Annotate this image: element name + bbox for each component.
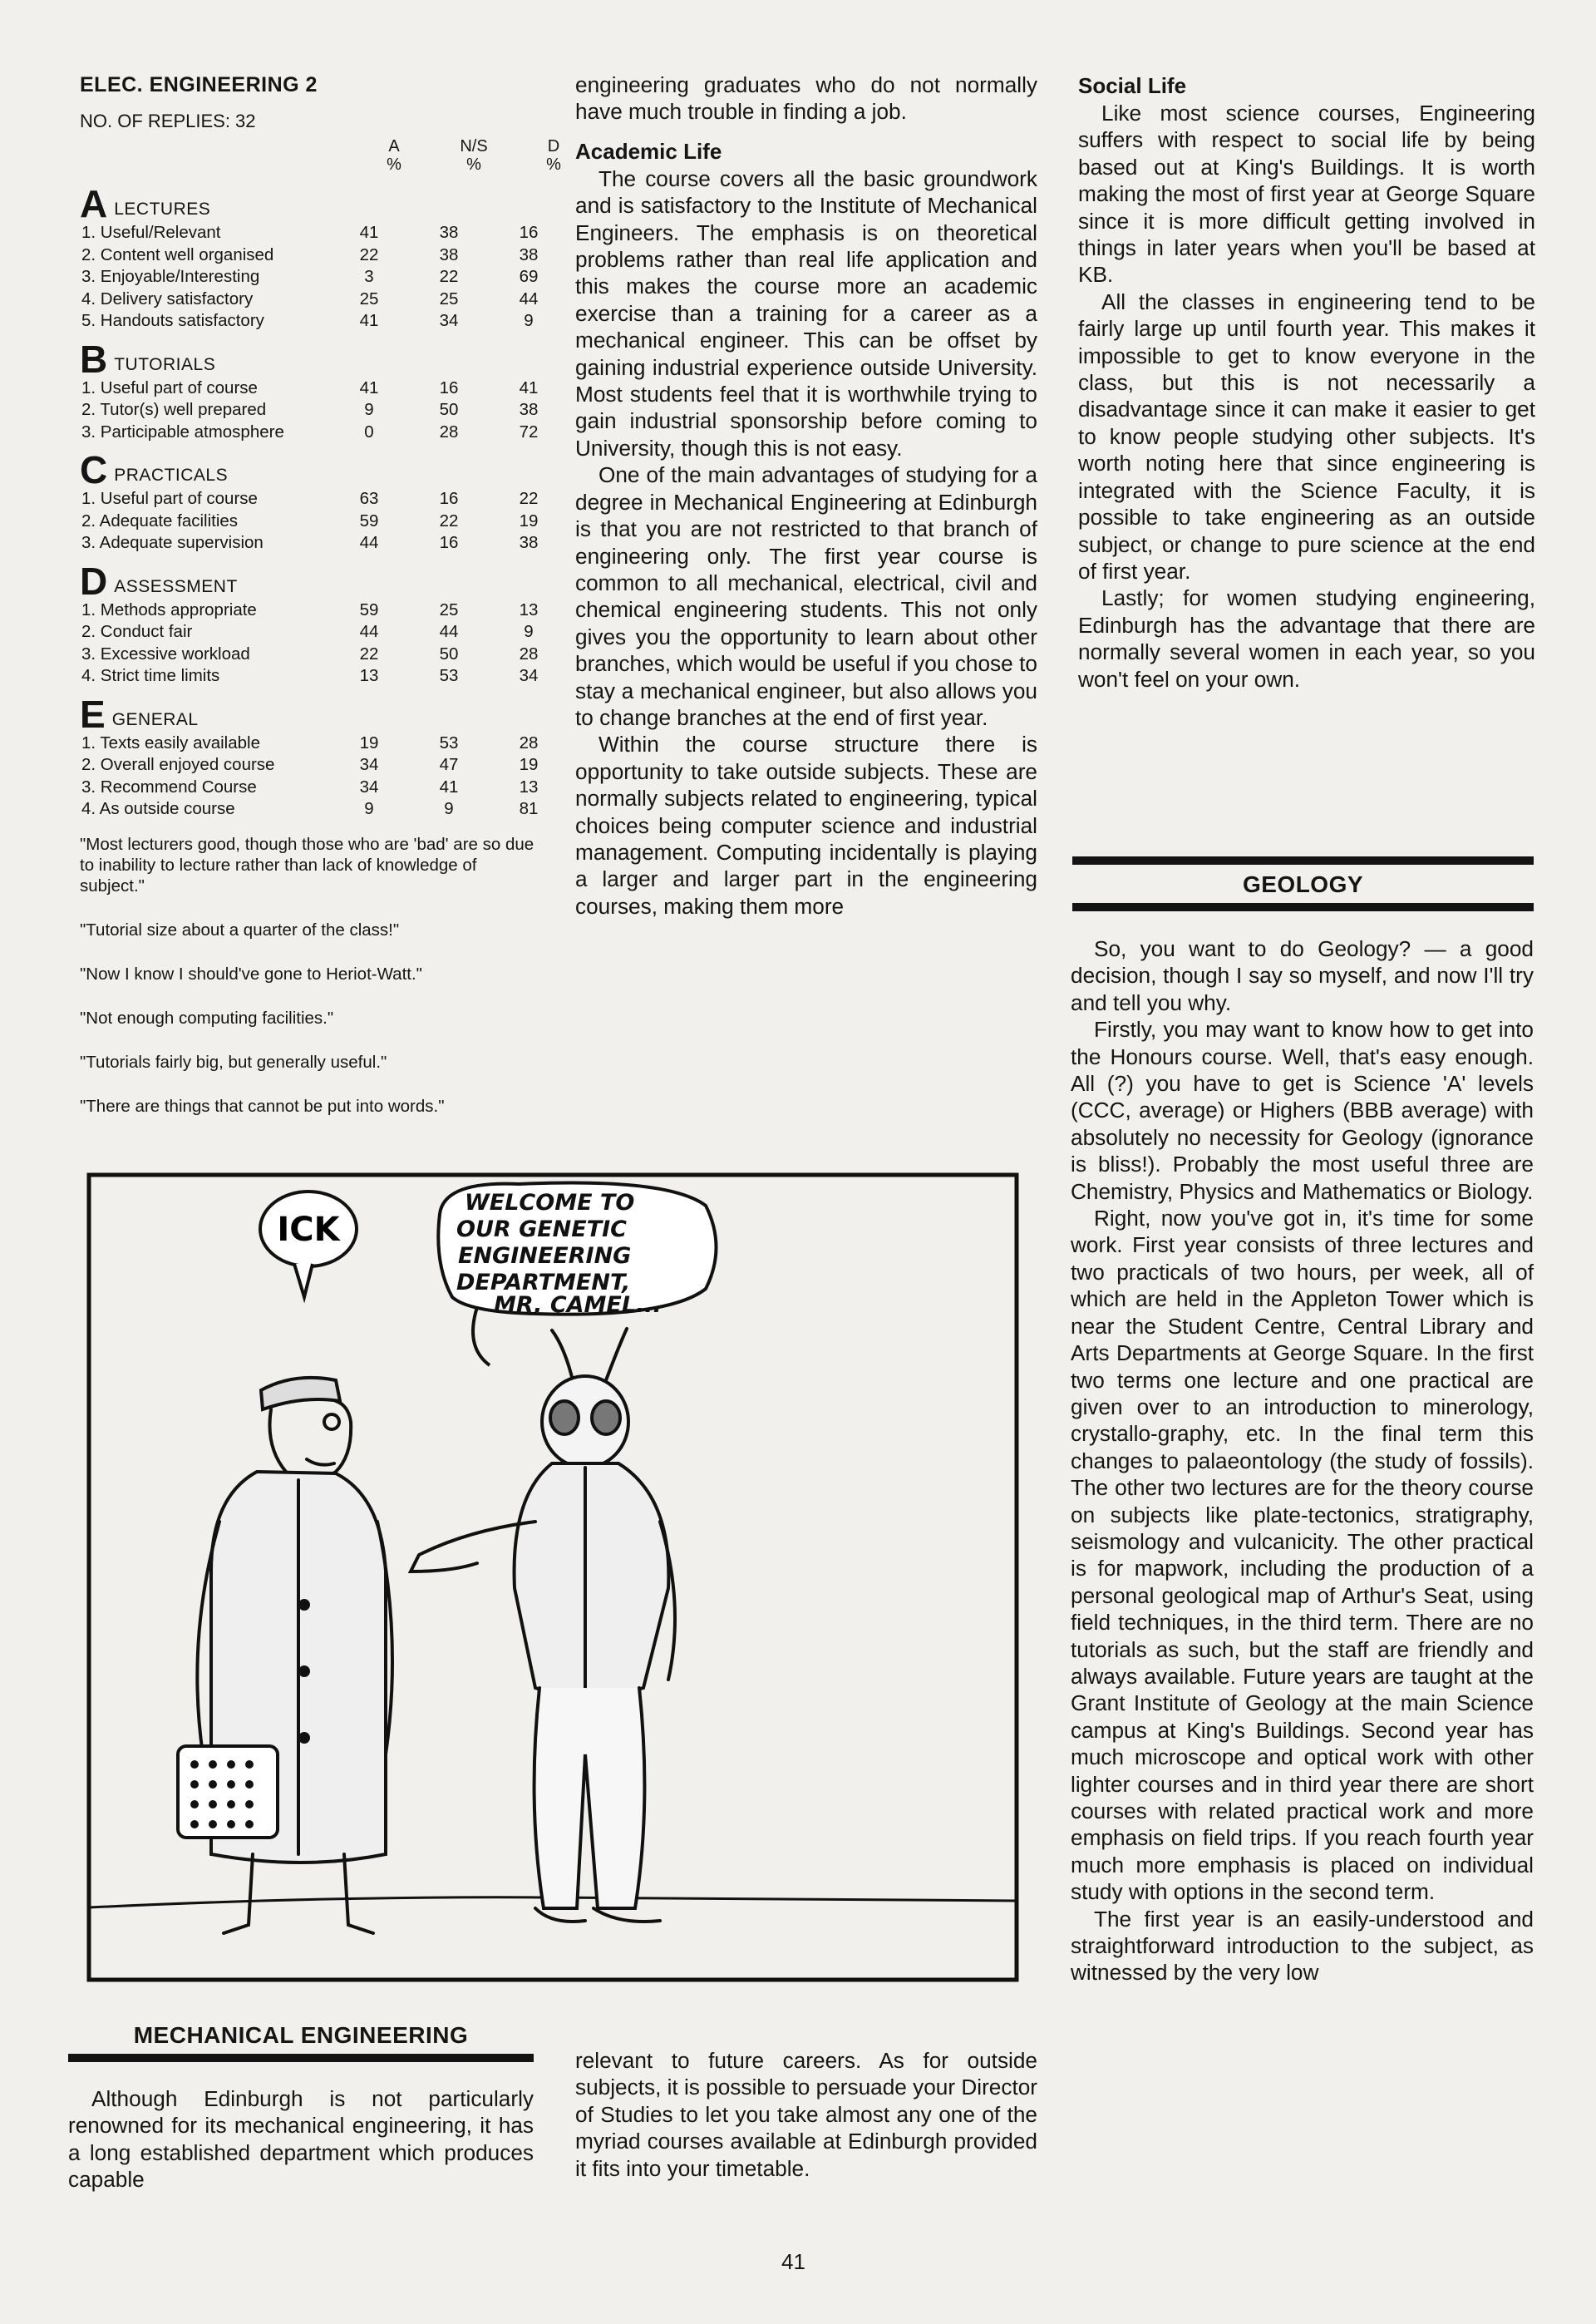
survey-comment: "Tutorials fairly big, but generally useful." [80,1052,387,1072]
survey-replies: NO. OF REPLIES: 32 [80,111,256,131]
survey-results [80,73,561,1140]
value-not-sure: 22 [439,511,459,530]
survey-row [80,399,545,422]
survey-row [80,310,545,333]
value-not-sure: 50 [439,400,459,419]
value-agree: 59 [359,511,379,530]
value-disagree: 72 [519,422,539,442]
academic-paragraph: The course covers all the basic groundwork and is satisfactory to the Institute of Mechanical Engineers. The emphasis is on theoretical problems rather than real life application and this makes the course more an academic exercise than a training for a career as a mechanical engineer. This can be offset by gaining industrial experience outside University. Most students feel that it is worthwhile trying to gain industrial sponsorship before coming to University, though this is not easy. [575,165,1037,461]
survey-title: ELEC. ENGINEERING 2 [80,73,318,96]
mechanical-engineering-heading [68,2022,534,2062]
value-not-sure: 16 [439,377,459,397]
value-agree: 19 [359,733,379,752]
survey-section-assessment [80,558,545,688]
value-disagree: 34 [519,666,539,685]
value-agree: 9 [364,799,374,818]
survey-comment: "There are things that cannot be put into words." [80,1096,445,1116]
row-label: 1. Useful part of course [81,489,258,508]
value-agree: 22 [359,644,379,664]
row-label: 1. Methods appropriate [81,600,257,619]
value-disagree: 16 [519,223,539,242]
value-disagree: 19 [519,511,539,530]
value-not-sure: 38 [439,223,459,242]
mechanical-paragraph: Although Edinburgh is not particularly renowned for its mechanical engineering, it has a long established department which produces capable [68,2086,534,2193]
value-disagree: 22 [519,489,539,508]
social-life-column [1078,72,1535,693]
value-disagree: 81 [519,799,539,818]
survey-sections [80,180,545,821]
survey-section-tutorials [80,336,545,444]
section-letter: A [80,182,108,225]
survey-section-lectures [80,180,545,333]
value-agree: 41 [359,223,379,242]
academic-life-heading: Academic Life [575,138,722,164]
geology-paragraph: Right, now you've got in, it's time for some work. First year consists of three lectures and two practicals of two hours, per week, all of which are held in the Appleton Tower which is near the Student Centre, Central Library and Arts Departments at George Square. In the first two terms one lecture and one practical are given over to an introduction to minerology, crystallo-graphy, etc. In the final term this changes to palaeontology (the study of fossils). The other two lectures are for the theory course on subjects like plate-tectonics, stratigraphy, seismology and vulcanicity. The other practical is for mapwork, including the production of a personal geological map of Arthur's Seat, using field techniques, in the third term. There are no tutorials as such, but the staff are friendly and always available. Future years are taught at the Grant Institute of Geology at the main Science campus at King's Buildings. Second year has much microscope and optical work with other lighter courses and in third year there are short courses with related practical work and more emphasis on field trips. If you reach fourth year much more emphasis is placed on individual study with options in the second term. [1071,1206,1534,1905]
value-disagree: 13 [519,777,539,797]
value-not-sure: 53 [439,733,459,752]
survey-row [80,600,545,622]
row-label: 1. Texts easily available [81,733,260,752]
value-disagree: 28 [519,644,539,664]
value-not-sure: 16 [439,489,459,508]
value-disagree: 9 [524,311,534,330]
survey-comment: "Now I know I should've gone to Heriot-Watt." [80,964,422,984]
row-label: 2. Tutor(s) well prepared [81,400,267,419]
social-paragraph: Lastly; for women studying engineering, Edinburgh has the advantage that there are normally several women in each year, so you won't feel on your own. [1078,585,1535,692]
value-agree: 41 [359,311,379,330]
value-not-sure: 53 [439,666,459,685]
value-disagree: 28 [519,733,539,752]
survey-row [80,621,545,644]
heading-rule [1072,856,1534,865]
column-header-ns: N/S % [460,137,488,174]
cartoon-illustration [86,1172,1019,1982]
section-header [80,558,545,603]
survey-comment: "Most lecturers good, though those who are 'bad' are so due to inability to lecture rather than lack of knowledge of subject." [80,834,534,896]
row-label: 3. Adequate supervision [81,533,264,552]
value-not-sure: 50 [439,644,459,664]
value-disagree: 19 [519,755,539,774]
social-paragraph: All the classes in engineering tend to be fairly large up until fourth year. This makes it impossible to get to know everyone in the class, but this is not necessarily a disadvantage since it can make it easier to get to know people studying other subjects. It's worth noting here that since engineering is integrated with the Science Faculty, it is possible to take engineering as an outside subject, or change to pure science at the end of first year. [1078,289,1535,584]
row-label: 2. Content well organised [81,244,274,264]
value-agree: 59 [359,600,379,619]
value-agree: 34 [359,777,379,797]
value-agree: 9 [364,400,374,419]
row-label: 2. Conduct fair [81,622,193,641]
value-disagree: 13 [519,600,539,619]
value-agree: 25 [359,289,379,308]
row-label: 2. Adequate facilities [81,511,239,530]
value-disagree: 41 [519,377,539,397]
row-label: 1. Useful part of course [81,377,258,397]
geology-heading [1072,856,1534,911]
value-not-sure: 25 [439,289,459,308]
value-agree: 41 [359,377,379,397]
heading-rule [1072,903,1534,911]
section-letter: B [80,337,108,381]
column-header-d: D % [546,137,561,174]
page-number: 41 [781,2249,805,2274]
survey-row [80,377,545,400]
intro-paragraph: engineering graduates who do not normally have much trouble in finding a job. [575,72,1037,125]
survey-comment: "Tutorial size about a quarter of the class!" [80,920,400,940]
geology-column [1071,935,1534,1986]
value-not-sure: 9 [444,799,454,818]
value-not-sure: 25 [439,600,459,619]
insect-figure [411,1329,675,1922]
svg-text:ICK: ICK [277,1211,340,1249]
value-not-sure: 22 [439,267,459,286]
survey-comment: "Not enough computing facilities." [80,1008,334,1028]
column-header-a: A % [387,137,401,174]
value-not-sure: 47 [439,755,459,774]
section-title: GENERAL [111,709,199,729]
geology-paragraph: Firstly, you may want to know how to get into the Honours course. Well, that's easy enough. All (?) you have to get is Science 'A' levels (CCC, average) or Highers (BBB average) with absolutely no necessity for Geology (ignorance is bliss!). Probably the most useful three are Chemistry, Physics and Mathematics or Biology. [1071,1017,1534,1204]
value-not-sure: 38 [439,244,459,264]
section-letter: E [80,692,106,736]
academic-paragraph: One of the main advantages of studying for a degree in Mechanical Engineering at Edinburgh is that you are not restricted to that branch of engineering only. The first year course is common to all mechanical, electrical, civil and chemical engineering students. This not only gives you the opportunity to learn about other branches, which would be useful if you chose to stay a mechanical engineer, but also allows you to change branches at the end of first year. [575,462,1037,730]
value-disagree: 38 [519,533,539,552]
mechanical-engineering-column [68,2085,534,2193]
section-title: ASSESSMENT [114,576,238,596]
survey-row [80,289,545,311]
heading-rule [68,2054,534,2062]
value-agree: 22 [359,244,379,264]
value-agree: 44 [359,622,379,641]
value-agree: 44 [359,533,379,552]
value-agree: 34 [359,755,379,774]
survey-row [80,222,545,244]
section-letter: C [80,448,108,491]
row-label: 2. Overall enjoyed course [81,755,275,774]
value-not-sure: 28 [439,422,459,442]
survey-section-practicals [80,447,545,555]
survey-row [80,798,545,821]
value-agree: 63 [359,489,379,508]
value-not-sure: 16 [439,533,459,552]
value-disagree: 44 [519,289,539,308]
survey-row [80,532,545,555]
geology-title: GEOLOGY [1242,871,1364,897]
row-label: 3. Participable atmosphere [81,422,284,442]
svg-text:WELCOME TO OUR GENET: WELCOME TO OUR GENETIC ENGINEERING DEPARTMENT, MR. CAMEL... [456,1190,662,1318]
row-label: 3. Recommend Course [81,777,257,797]
speech-bubble-small [260,1192,357,1297]
survey-row [80,422,545,444]
academic-life-column [575,72,1037,920]
survey-row [80,777,545,799]
value-agree: 3 [364,267,374,286]
section-header [80,180,545,225]
social-life-heading: Social Life [1078,73,1187,98]
survey-row [80,644,545,666]
survey-comments [80,834,545,1117]
survey-row [80,244,545,267]
section-header [80,691,545,736]
row-label: 1. Useful/Relevant [81,223,221,242]
survey-row [80,266,545,289]
value-agree: 0 [364,422,374,442]
row-label: 3. Enjoyable/Interesting [81,267,260,286]
value-disagree: 38 [519,400,539,419]
geology-paragraph: The first year is an easily-understood and straightforward introduction to the subject, as witnessed by the very low [1071,1906,1534,1986]
section-letter: D [80,559,108,603]
row-label: 4. As outside course [81,799,235,818]
section-header [80,447,545,491]
section-header [80,336,545,381]
academic-life-continuation [575,2047,1037,2182]
speech-bubble-large [438,1182,716,1365]
survey-column-headers [80,137,561,177]
value-disagree: 69 [519,267,539,286]
camel-figure [178,1378,392,1933]
row-label: 5. Handouts satisfactory [81,311,264,330]
survey-row [80,733,545,755]
survey-row [80,665,545,688]
section-title: PRACTICALS [114,466,229,485]
row-label: 3. Excessive workload [81,644,250,664]
survey-row [80,488,545,511]
survey-row [80,754,545,777]
survey-section-general [80,691,545,821]
value-agree: 13 [359,666,379,685]
section-title: TUTORIALS [114,354,216,374]
survey-row [80,511,545,533]
geology-paragraph: So, you want to do Geology? — a good decision, though I say so myself, and now I'll try and tell you why. [1071,936,1534,1015]
mechanical-engineering-title: MECHANICAL ENGINEERING [133,2022,469,2048]
value-disagree: 9 [524,622,534,641]
social-paragraph: Like most science courses, Engineering suffers with respect to social life by being based out at King's Buildings. It is worth making the most of first year at George Square since it is more difficult getting involved in things in later years when you'll be based at KB. [1078,101,1535,288]
section-title: LECTURES [114,200,211,219]
value-not-sure: 44 [439,622,459,641]
row-label: 4. Delivery satisfactory [81,289,254,308]
value-not-sure: 34 [439,311,459,330]
continuation-paragraph: relevant to future careers. As for outside subjects, it is possible to persuade your Director of Studies to let you take almost any one of the myriad courses available at Edinburgh provided it fits into your timetable. [575,2048,1038,2181]
value-disagree: 38 [519,244,539,264]
academic-paragraph: Within the course structure there is opportunity to take outside subjects. These are normally subjects related to engineering, typical choices being computer science and industrial management. Computing incidentally is playing a larger and larger part in the engineering courses, making them more [575,732,1037,919]
row-label: 4. Strict time limits [81,666,220,685]
value-not-sure: 41 [439,777,459,797]
